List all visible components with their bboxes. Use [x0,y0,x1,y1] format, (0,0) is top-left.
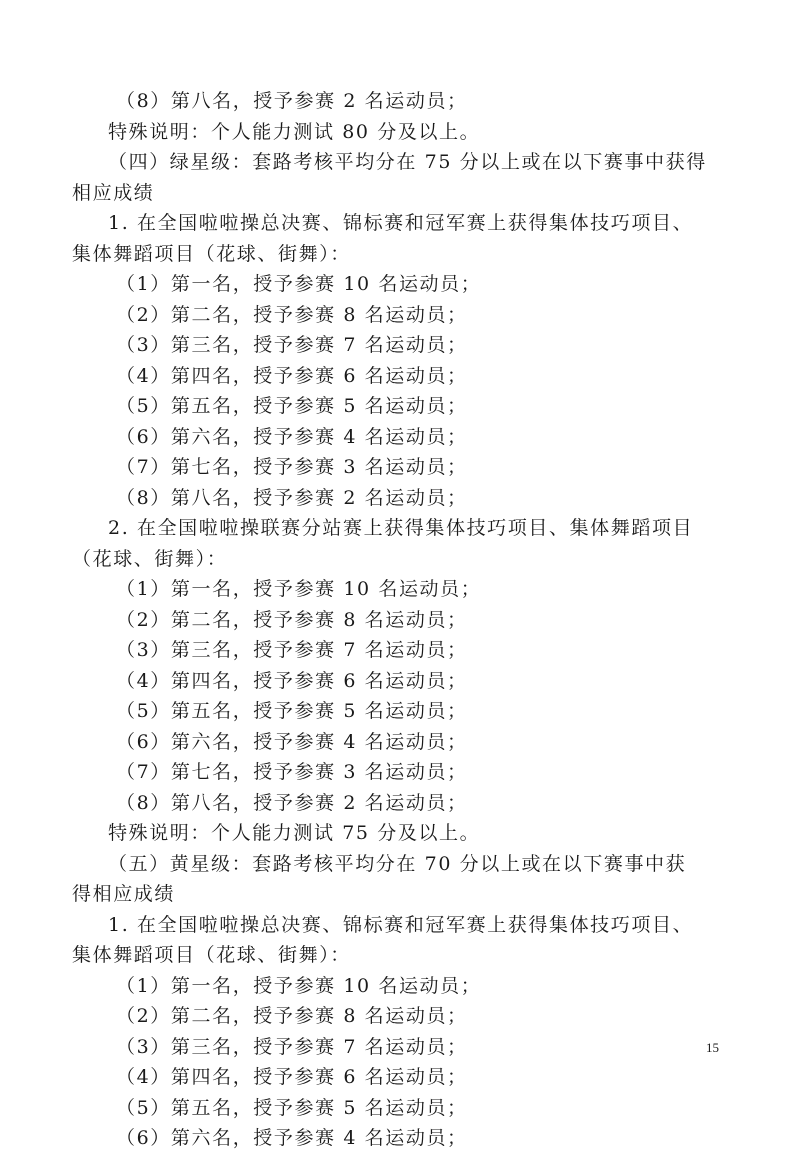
list-item: （4）第四名，授予参赛 6 名运动员； [116,669,468,692]
subsection-heading-continued: 集体舞蹈项目（花球、街舞）： [72,944,351,966]
section-heading-continued: 得相应成绩 [72,883,176,905]
section-heading-continued: 相应成绩 [72,181,155,204]
special-note: 特殊说明：个人能力测试 80 分及以上。 [108,120,481,143]
section-heading-green-star: （四）绿星级：套路考核平均分在 75 分以上或在以下赛事中获得 [108,151,707,173]
list-item: （5）第五名，授予参赛 5 名运动员； [116,700,468,722]
document-body [0,86,800,1154]
subsection-heading: 2. 在全国啦啦操联赛分站赛上获得集体技巧项目、集体舞蹈项目 [108,517,694,539]
list-item: （2）第二名，授予参赛 8 名运动员； [116,608,468,631]
list-item: （3）第三名，授予参赛 7 名运动员； [116,1035,468,1058]
list-item: （4）第四名，授予参赛 6 名运动员； [116,1066,468,1088]
section-heading-yellow-star: （五）黄星级：套路考核平均分在 70 分以上或在以下赛事中获 [108,852,687,875]
list-item: （6）第六名，授予参赛 4 名运动员； [116,425,468,448]
list-item: （8）第八名，授予参赛 2 名运动员； [116,486,468,509]
list-item: （6）第六名，授予参赛 4 名运动员； [116,730,468,753]
list-item: （6）第六名，授予参赛 4 名运动员； [116,1127,468,1149]
subsection-heading-continued: （花球、街舞）： [72,547,228,570]
list-item: （4）第四名，授予参赛 6 名运动员； [116,364,468,387]
subsection-heading-continued: 集体舞蹈项目（花球、街舞）： [72,242,351,265]
list-item: （1）第一名，授予参赛 10 名运动员； [116,273,482,295]
list-item: （3）第三名，授予参赛 7 名运动员； [116,639,468,661]
list-item: （1）第一名，授予参赛 10 名运动员； [116,974,482,997]
special-note: 特殊说明：个人能力测试 75 分及以上。 [108,822,481,844]
page-number: 15 [706,1040,719,1055]
list-item: （7）第七名，授予参赛 3 名运动员； [116,456,468,478]
subsection-heading: 1. 在全国啦啦操总决赛、锦标赛和冠军赛上获得集体技巧项目、 [108,212,694,234]
list-item: （8）第八名，授予参赛 2 名运动员； [116,90,468,112]
list-item: （2）第二名，授予参赛 8 名运动员； [116,1005,468,1027]
list-item: （2）第二名，授予参赛 8 名运动员； [116,303,468,326]
list-item: （1）第一名，授予参赛 10 名运动员； [116,578,482,600]
list-item: （7）第七名，授予参赛 3 名运动员； [116,761,468,783]
subsection-heading: 1. 在全国啦啦操总决赛、锦标赛和冠军赛上获得集体技巧项目、 [108,913,694,936]
list-item: （8）第八名，授予参赛 2 名运动员； [116,791,468,814]
list-item: （3）第三名，授予参赛 7 名运动员； [116,334,468,356]
list-item: （5）第五名，授予参赛 5 名运动员； [116,395,468,417]
list-item: （5）第五名，授予参赛 5 名运动员； [116,1096,468,1119]
